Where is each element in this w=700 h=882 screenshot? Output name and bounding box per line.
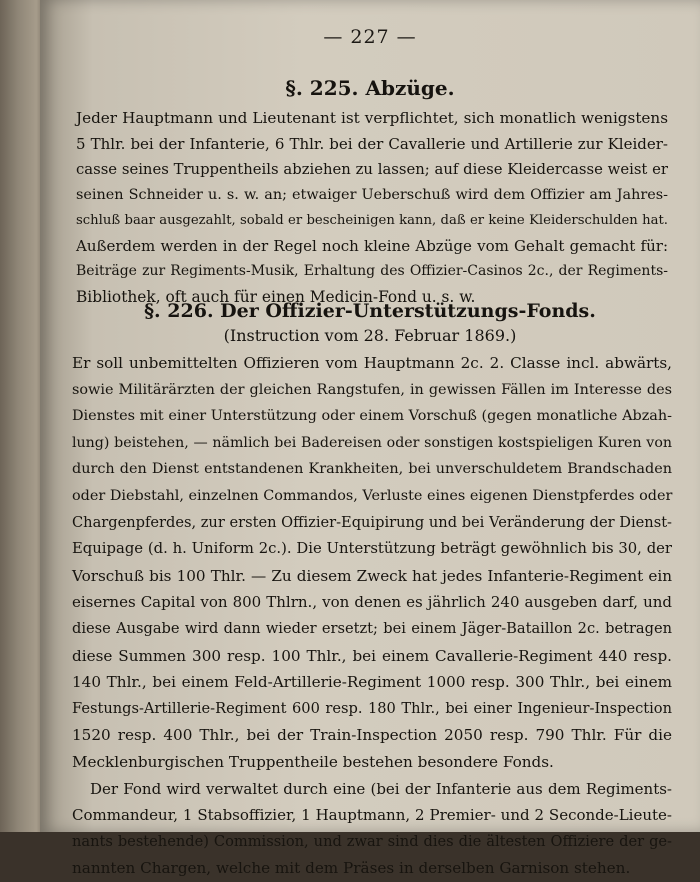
text-line: Beiträge zur Regiments-Musik, Erhaltung des Offizier-Casinos 2c., der Regiments- (76, 263, 668, 279)
text-line: Er soll unbemittelten Offizieren vom Hauptmann 2c. 2. Classe incl. abwärts, (72, 354, 672, 372)
text-line: Vorschuß bis 100 Thlr. — Zu diesem Zweck hat jedes Infanterie-Regiment ein (72, 566, 672, 585)
text-line: 140 Thlr., bei einem Feld-Artillerie-Regiment 1000 resp. 300 Thlr., bei einem (72, 673, 672, 692)
text-line: Bibliothek, oft auch für einen Medicin-Fond u. s. w. (76, 287, 476, 306)
text-line: nannten Chargen, welche mit dem Präses in derselben Garnison stehen. (72, 859, 631, 878)
text-line: sowie Militärärzten der gleichen Rangstufen, in gewissen Fällen im Interesse des (72, 381, 672, 398)
text-line: durch den Dienst entstandenen Krankheiten, bei unverschuldetem Brandschaden (72, 461, 672, 478)
text-line: nants bestehende) Commission, und zwar sind dies die ältesten Offiziere der ge- (72, 832, 672, 850)
book-page (40, 0, 700, 878)
text-line: seinen Schneider u. s. w. an; etwaiger Ueberschuß wird dem Offizier am Jahres- (76, 186, 668, 203)
text-line: Chargenpferdes, zur ersten Offizier-Equipirung und bei Veränderung der Dienst- (72, 513, 672, 531)
text-line: eisernes Capital von 800 Thlrn., von denen es jährlich 240 ausgeben darf, und (72, 593, 672, 612)
text-line: diese Ausgabe wird dann wieder ersetzt; bei einem Jäger-Bataillon 2c. betragen (72, 619, 672, 637)
text-line: 5 Thlr. bei der Infanterie, 6 Thlr. bei der Cavallerie und Artillerie zur Kleider- (76, 134, 668, 153)
text-line: Mecklenburgischen Truppentheile bestehen besondere Fonds. (72, 752, 554, 771)
section-225-title: §. 225. Abzüge. (285, 76, 455, 100)
page-number: — 227 — (323, 26, 417, 48)
text-line: Equipage (d. h. Uniform 2c.). Die Unterstützung beträgt gewöhnlich bis 30, der (72, 540, 672, 558)
text-line: lung) beistehen, — nämlich bei Badereisen oder sonstigen kostspieligen Kuren von (72, 434, 672, 451)
text-line: Jeder Hauptmann und Lieutenant ist verpflichtet, sich monatlich wenigstens (76, 109, 668, 127)
text-line: casse seines Truppentheils abziehen zu lassen; auf diese Kleidercasse weist er (76, 161, 668, 178)
text-line: Außerdem werden in der Regel noch kleine Abzüge vom Gehalt gemacht für: (76, 236, 668, 255)
section-226-subtitle: (Instruction vom 28. Februar 1869.) (223, 326, 517, 345)
text-line: 1520 resp. 400 Thlr., bei der Train-Inspection 2050 resp. 790 Thlr. Für die (72, 726, 672, 745)
text-line: diese Summen 300 resp. 100 Thlr., bei einem Cavallerie-Regiment 440 resp. (72, 646, 672, 665)
text-line: Dienstes mit einer Unterstützung oder einem Vorschuß (gegen monatliche Abzah- (72, 408, 672, 425)
section-226-body (72, 350, 672, 882)
text-line: Der Fond wird verwaltet durch eine (bei der Infanterie aus dem Regiments- (90, 779, 672, 798)
text-line: schluß baar ausgezahlt, sobald er bescheinigen kann, daß er keine Kleiderschulden hat. (76, 213, 668, 228)
section-226-title: §. 226. Der Offizier-Unterstützungs-Fonds. (144, 300, 596, 322)
text-line: Festungs-Artillerie-Regiment 600 resp. 180 Thlr., bei einer Ingenieur-Inspection (72, 699, 672, 717)
section-225-body (76, 106, 668, 310)
text-line: Commandeur, 1 Stabsoffizier, 1 Hauptmann, 2 Premier- und 2 Seconde-Lieute- (72, 806, 672, 825)
text-line: oder Diebstahl, einzelnen Commandos, Verluste eines eigenen Dienstpferdes oder (72, 487, 673, 504)
